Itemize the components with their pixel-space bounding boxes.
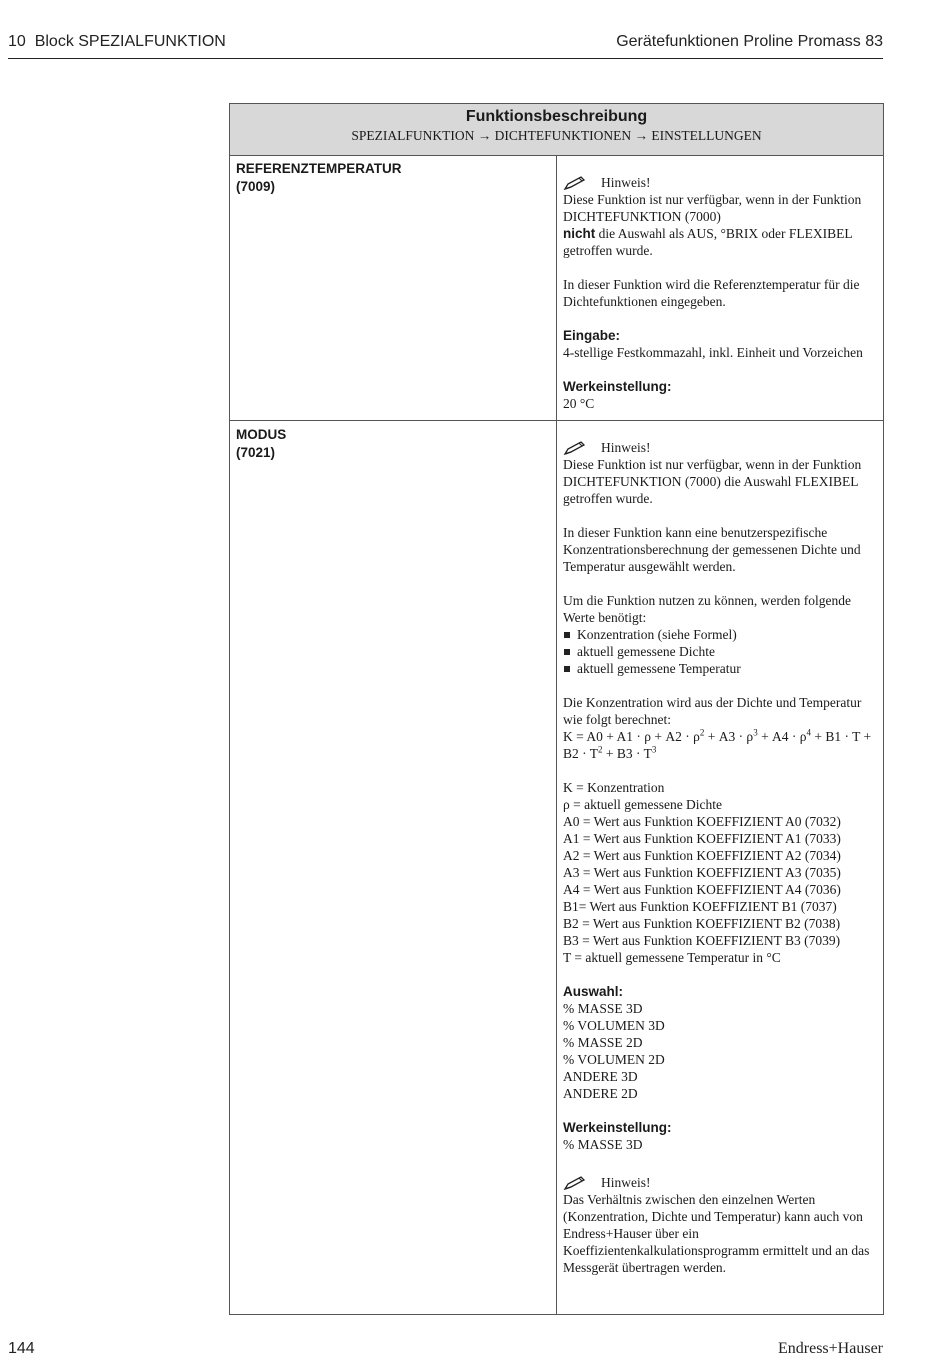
legend-line: B1= Wert aus Funktion KOEFFIZIENT B1 (7037) — [563, 899, 837, 914]
formula-exponent: 2 — [598, 744, 603, 755]
function-table — [229, 103, 884, 1315]
formula-exponent: 3 — [651, 744, 657, 755]
table-row — [230, 421, 884, 1315]
legend-line: K = Konzentration — [563, 780, 665, 795]
header-section-title: 10 Block SPEZIALFUNKTION — [8, 33, 226, 50]
formula-exponent: 3 — [753, 727, 758, 738]
input-label: Eingabe: — [563, 328, 621, 343]
note-heading — [563, 174, 875, 191]
page-number: 144 — [8, 1340, 35, 1357]
table-title: Funktionsbeschreibung — [465, 108, 648, 125]
table-row — [230, 156, 884, 421]
options-list — [563, 1000, 875, 1102]
pencil-note-icon — [563, 1175, 587, 1191]
function-description-cell — [557, 421, 884, 1315]
legend-line: A0 = Wert aus Funktion KOEFFIZIENT A0 (7032) — [563, 814, 841, 829]
header-document-title: Gerätefunktionen Proline Promass 83 — [616, 33, 883, 50]
page-footer — [8, 1338, 883, 1362]
option-item: % MASSE 3D — [563, 1001, 643, 1016]
legend-line: A1 = Wert aus Funktion KOEFFIZIENT A1 (7033) — [563, 831, 841, 846]
default-label: Werkeinstellung: — [563, 1120, 672, 1135]
legend-line: ρ = aktuell gemessene Dichte — [563, 797, 723, 812]
legend-line: T = aktuell gemessene Temperatur in °C — [563, 950, 781, 965]
list-item: aktuell gemessene Dichte — [563, 643, 875, 660]
note-label: Hinweis! — [601, 175, 651, 190]
legend-line: A4 = Wert aus Funktion KOEFFIZIENT A4 (7036) — [563, 882, 841, 897]
note-text-part: Diese Funktion ist nur verfügbar, wenn in der Funktion DICHTEFUNKTION (7000) — [563, 192, 862, 224]
formula-exponent: 4 — [806, 727, 812, 738]
formula-intro: Die Konzentration wird aus der Dichte und Temperatur wie folgt berechnet: — [563, 695, 862, 727]
formula-part: + A3 · ρ — [704, 729, 754, 744]
function-name-cell — [230, 421, 557, 1315]
input-value: 4-stellige Festkommazahl, inkl. Einheit und Vorzeichen — [563, 345, 863, 360]
legend-line: B3 = Wert aus Funktion KOEFFIZIENT B3 (7039) — [563, 933, 841, 948]
default-value: 20 °C — [563, 396, 595, 411]
function-name: REFERENZTEMPERATUR — [236, 161, 402, 176]
formula-legend — [563, 779, 875, 966]
formula-part: K = A0 + A1 · ρ + A2 · ρ — [563, 729, 700, 744]
formula-part: + B3 · T — [602, 746, 652, 761]
note-text: Das Verhältnis zwischen den einzelnen Werten (Konzentration, Dichte und Temperatur) kann auch von Endress+Hauser über ein Koeffizientenkalkulationsprogramm ermittelt und an das Messgerät übertragen werden. — [563, 1192, 870, 1275]
function-code: (7021) — [236, 444, 276, 460]
requirements-intro: Um die Funktion nutzen zu können, werden folgende Werte benötigt: — [563, 593, 851, 625]
note-text-part: die Auswahl als AUS, °BRIX oder FLEXIBEL getroffen wurde. — [563, 226, 853, 258]
option-item: ANDERE 3D — [563, 1069, 638, 1084]
note-text: Diese Funktion ist nur verfügbar, wenn in der Funktion DICHTEFUNKTION (7000) die Auswahl FLEXIBEL getroffen wurde. — [563, 457, 862, 506]
requirements-list — [563, 626, 875, 677]
list-item: aktuell gemessene Temperatur — [563, 660, 875, 677]
formula-exponent: 2 — [699, 727, 705, 738]
legend-line: B2 = Wert aus Funktion KOEFFIZIENT B2 (7038) — [563, 916, 841, 931]
page-header — [8, 30, 883, 59]
function-intro: In dieser Funktion kann eine benutzerspezifische Konzentrationsberechnung der gemessenen Dichte und Temperatur ausgewählt werden. — [563, 525, 861, 574]
option-item: % VOLUMEN 2D — [563, 1052, 665, 1067]
pencil-note-icon — [563, 175, 587, 191]
function-name: MODUS — [236, 427, 287, 442]
option-item: % MASSE 2D — [563, 1035, 643, 1050]
note-emphasis: nicht — [563, 226, 596, 241]
option-item: % VOLUMEN 3D — [563, 1018, 665, 1033]
legend-line: A3 = Wert aus Funktion KOEFFIZIENT A3 (7035) — [563, 865, 841, 880]
default-value: % MASSE 3D — [563, 1137, 643, 1152]
note-heading — [563, 1174, 875, 1191]
note-text — [563, 191, 875, 259]
brand-name: Endress+Hauser — [778, 1340, 883, 1357]
pencil-note-icon — [563, 440, 587, 456]
note-heading — [563, 439, 875, 456]
function-intro: In dieser Funktion wird die Referenztemperatur für die Dichtefunktionen eingegeben. — [563, 277, 860, 309]
legend-line: A2 = Wert aus Funktion KOEFFIZIENT A2 (7034) — [563, 848, 841, 863]
note-label: Hinweis! — [601, 440, 651, 455]
default-label: Werkeinstellung: — [563, 379, 672, 394]
note-label: Hinweis! — [601, 1175, 651, 1190]
function-code: (7009) — [236, 178, 276, 194]
option-item: ANDERE 2D — [563, 1086, 638, 1101]
options-label: Auswahl: — [563, 984, 624, 999]
table-menu-path: SPEZIALFUNKTION → DICHTEFUNKTIONEN → EINSTELLUNGEN — [351, 128, 762, 143]
concentration-formula — [563, 728, 875, 762]
formula-part: + B1 · T + B2 · T — [563, 729, 872, 761]
function-name-cell — [230, 156, 557, 421]
list-item: Konzentration (siehe Formel) — [563, 626, 875, 643]
formula-part: + A4 · ρ — [757, 729, 807, 744]
table-title-cell — [230, 104, 884, 156]
function-description-cell — [557, 156, 884, 421]
